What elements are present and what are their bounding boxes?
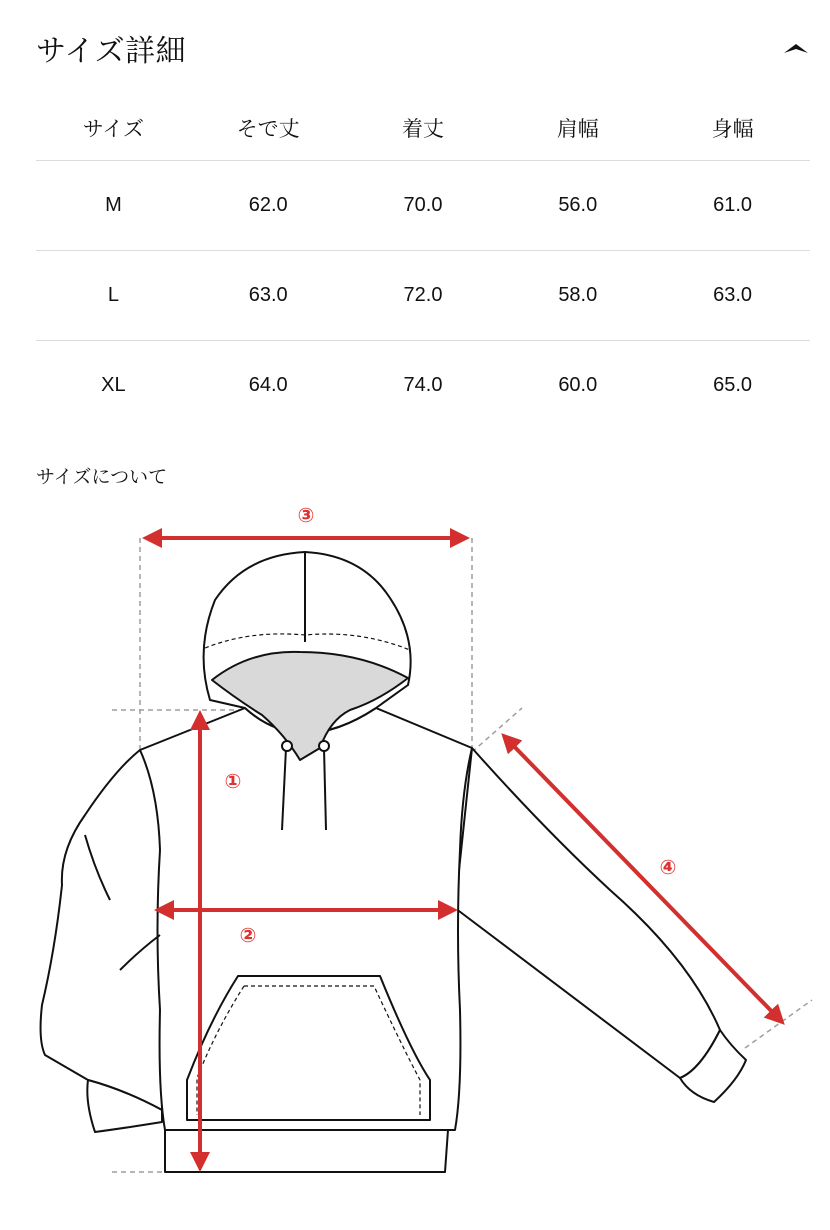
hoodie-outline — [41, 552, 746, 1172]
shoulder-width-cell: 58.0 — [500, 251, 655, 341]
size-details-header[interactable] — [0, 0, 830, 96]
column-header-body-length: 着丈 — [346, 96, 501, 161]
collapse-button[interactable] — [778, 34, 814, 62]
drawstring-eyelet-right — [319, 741, 329, 751]
hoodie-hem — [165, 1130, 448, 1172]
body-length-cell: 70.0 — [346, 161, 501, 251]
hoodie-illustration — [0, 490, 830, 1190]
about-size-label: サイズについて — [36, 466, 168, 488]
column-header-sleeve-length: そで丈 — [191, 96, 346, 161]
sleeve-length-cell: 64.0 — [248, 374, 288, 396]
marker-2-label: ② — [239, 925, 257, 947]
hoodie-measurement-diagram — [0, 490, 830, 1190]
size-cell: L — [36, 251, 191, 341]
sleeve-length-cell: 62.0 — [191, 161, 346, 251]
section-title: サイズ詳細 — [36, 34, 187, 69]
table-row — [36, 161, 810, 251]
shoulder-width-cell: 60.0 — [558, 374, 598, 396]
column-header-chest-width: 身幅 — [655, 96, 810, 161]
table-header-row — [36, 96, 810, 161]
chest-width-cell: 61.0 — [655, 161, 810, 251]
body-length-cell: 72.0 — [346, 251, 501, 341]
table-row — [36, 341, 810, 431]
right-sleeve — [455, 748, 720, 1078]
sleeve-length-cell: 63.0 — [191, 251, 346, 341]
shoulder-width-cell: 56.0 — [500, 161, 655, 251]
size-cell: XL — [101, 374, 126, 396]
column-header-size: サイズ — [36, 96, 191, 161]
drawstring-eyelet-left — [282, 741, 292, 751]
marker-1-label: ① — [224, 771, 242, 793]
chest-width-cell: 63.0 — [655, 251, 810, 341]
size-table — [36, 96, 810, 430]
marker-3-label: ③ — [297, 505, 315, 527]
left-sleeve — [41, 750, 162, 1110]
chevron-up-icon — [778, 34, 814, 62]
chest-width-cell: 65.0 — [713, 374, 753, 396]
size-cell: M — [36, 161, 191, 251]
marker-4-label: ④ — [659, 857, 677, 879]
column-header-shoulder-width: 肩幅 — [500, 96, 655, 161]
table-row — [36, 251, 810, 341]
body-length-cell: 74.0 — [403, 374, 443, 396]
